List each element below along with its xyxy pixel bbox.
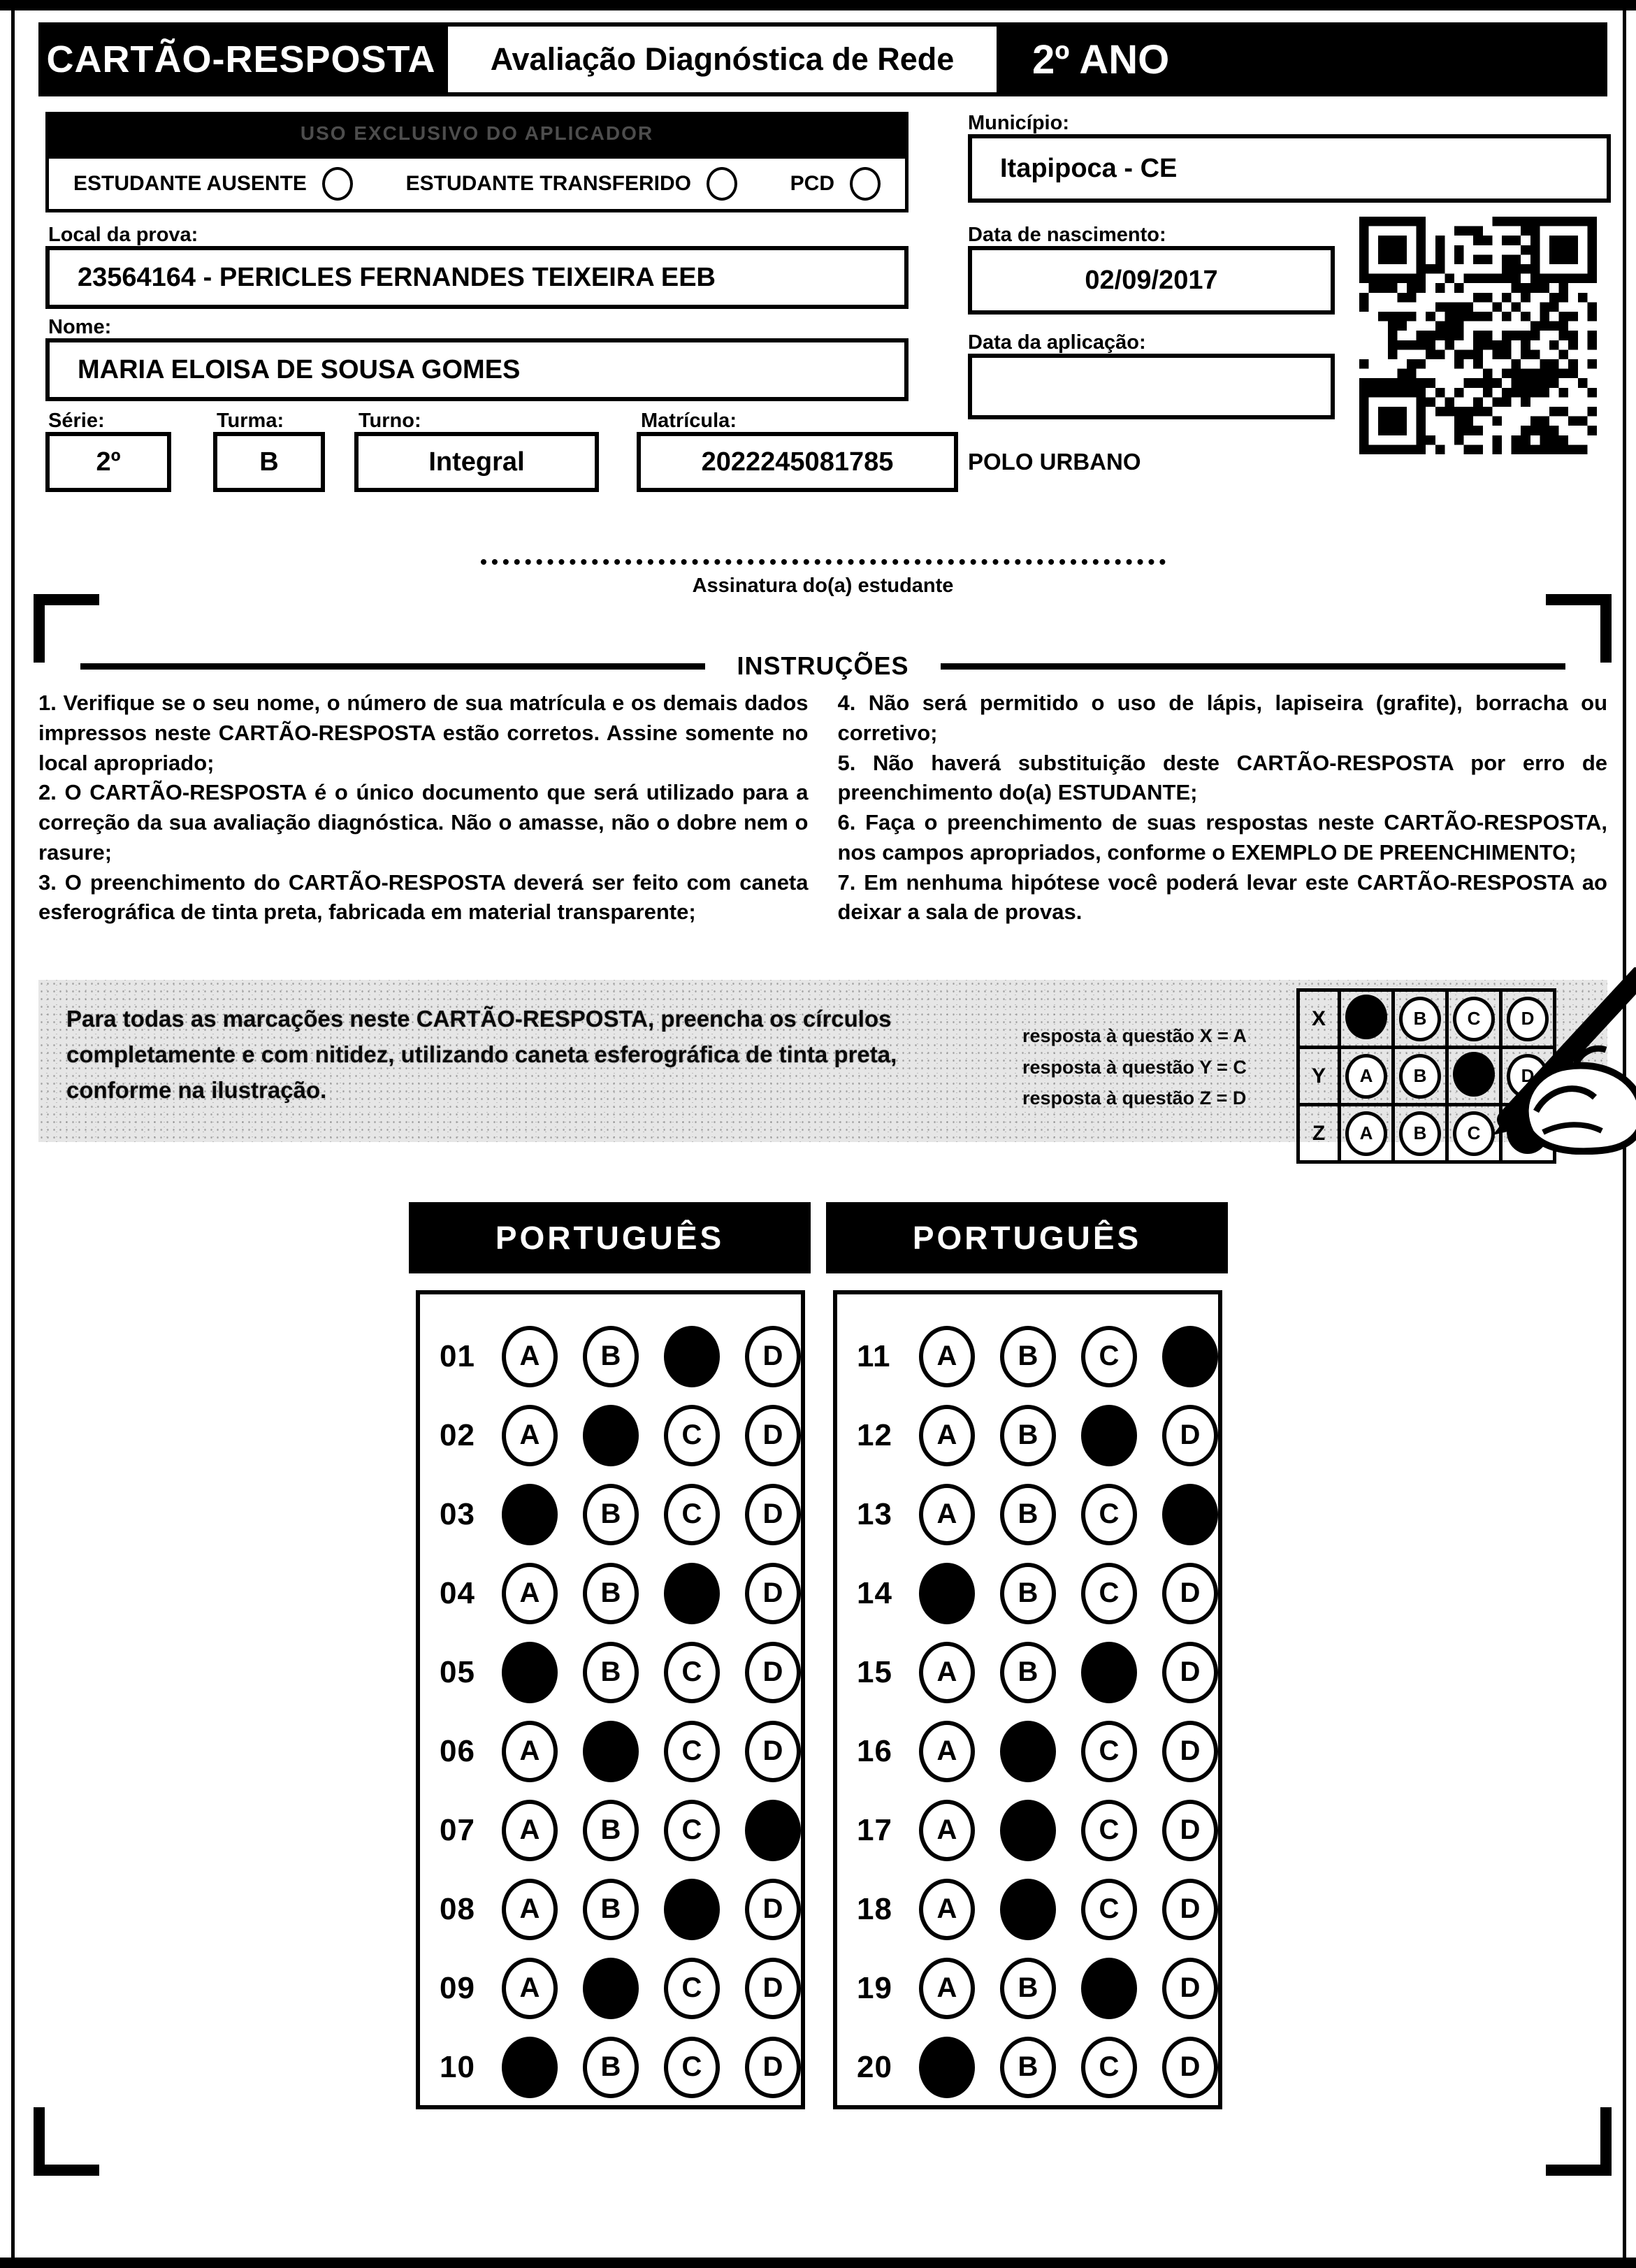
instruction-item: 6. Faça o preenchimento de suas respostas neste CARTÃO-RESPOSTA, nos campos apropriados, conforme o EXEMPLO DE PREENCHIMENTO; bbox=[837, 810, 1607, 865]
instructions-column-left bbox=[38, 688, 809, 927]
answer-bubble-filled bbox=[583, 1405, 639, 1466]
subject-block bbox=[826, 1202, 1228, 2109]
instruction-item: 2. O CARTÃO-RESPOSTA é o único documento que será utilizado para a correção da sua avaliação diagnóstica. Não o amasse, não o dobre nem o rasure; bbox=[38, 780, 809, 865]
instruction-item: 5. Não haverá substituição deste CARTÃO-RESPOSTA por erro de preenchimento do(a) ESTUDANTE; bbox=[837, 750, 1607, 805]
question-number: 13 bbox=[857, 1496, 892, 1531]
question-row bbox=[837, 1949, 1218, 2028]
turno-value: Integral bbox=[428, 447, 525, 477]
page-edge-left bbox=[11, 10, 15, 2258]
answer-bubble-filled bbox=[745, 1800, 801, 1861]
assessment-title: Avaliação Diagnóstica de Rede bbox=[444, 22, 1001, 96]
answer-bubble: B bbox=[583, 1642, 639, 1703]
question-row bbox=[420, 1475, 801, 1554]
question-row bbox=[837, 1791, 1218, 1870]
qr-code bbox=[1359, 217, 1597, 454]
answer-bubble: B bbox=[1000, 1958, 1056, 2019]
fill-example-band bbox=[38, 980, 1607, 1145]
status-option bbox=[73, 167, 353, 201]
question-number: 03 bbox=[440, 1496, 475, 1531]
answer-bubble: A bbox=[502, 1958, 558, 2019]
answer-bubble: B bbox=[1000, 1484, 1056, 1545]
question-row bbox=[420, 1396, 801, 1475]
answer-bubble: A bbox=[502, 1326, 558, 1387]
example-row-label: Y bbox=[1298, 1048, 1340, 1105]
example-cell bbox=[1340, 990, 1394, 1048]
answer-bubble: A bbox=[919, 1879, 975, 1940]
example-bubble: D bbox=[1507, 997, 1549, 1041]
instructions-column-right bbox=[838, 688, 1608, 927]
question-number: 11 bbox=[857, 1338, 891, 1373]
signature-area bbox=[38, 559, 1607, 598]
matricula-value: 2022245081785 bbox=[701, 447, 894, 477]
page-edge-top bbox=[0, 0, 1636, 10]
answer-bubble: B bbox=[1000, 1405, 1056, 1466]
question-row bbox=[837, 1712, 1218, 1791]
question-number: 12 bbox=[857, 1417, 892, 1452]
answer-bubble: B bbox=[583, 1563, 639, 1624]
example-cell bbox=[1340, 1105, 1394, 1162]
example-legend-line: resposta à questão X = A bbox=[1022, 1025, 1247, 1046]
answer-bubble-filled bbox=[583, 1958, 639, 2019]
answer-bubble: A bbox=[502, 1405, 558, 1466]
question-row bbox=[837, 1317, 1218, 1396]
matricula-field bbox=[637, 432, 958, 492]
answer-bubble: D bbox=[745, 1642, 801, 1703]
instructions-body bbox=[38, 688, 1607, 927]
matricula-label: Matrícula: bbox=[641, 410, 737, 432]
example-cell bbox=[1340, 1048, 1394, 1105]
hand-pen-illustration bbox=[1426, 967, 1636, 1155]
answer-bubble: B bbox=[1000, 1326, 1056, 1387]
instructions-header bbox=[38, 651, 1607, 681]
header bbox=[38, 22, 1607, 96]
serie-value: 2º bbox=[96, 447, 121, 477]
answer-bubble-filled bbox=[664, 1879, 720, 1940]
nome-label: Nome: bbox=[48, 316, 112, 338]
answer-bubble-filled bbox=[502, 1642, 558, 1703]
answer-bubble: C bbox=[1081, 1563, 1137, 1624]
question-number: 05 bbox=[440, 1654, 475, 1689]
answer-bubble: D bbox=[745, 1879, 801, 1940]
question-row bbox=[837, 1554, 1218, 1633]
answer-bubble-filled bbox=[919, 2037, 975, 2098]
subject-block bbox=[409, 1202, 811, 2109]
municipio-value: Itapipoca - CE bbox=[1000, 153, 1178, 183]
subject-title: PORTUGUÊS bbox=[409, 1202, 811, 1273]
answer-bubble: D bbox=[1162, 1405, 1218, 1466]
question-row bbox=[420, 2028, 801, 2107]
question-row bbox=[420, 1554, 801, 1633]
answer-bubble: D bbox=[745, 1484, 801, 1545]
example-bubble: D bbox=[1507, 1054, 1549, 1099]
example-row-label: X bbox=[1298, 990, 1340, 1048]
answer-bubble: D bbox=[745, 1958, 801, 2019]
question-row bbox=[420, 1791, 801, 1870]
example-bubble: B bbox=[1399, 1111, 1441, 1156]
example-legend-line: resposta à questão Z = D bbox=[1022, 1088, 1247, 1109]
answer-box bbox=[416, 1290, 805, 2109]
question-row bbox=[420, 1949, 801, 2028]
rule-right bbox=[941, 663, 1565, 670]
turma-value: B bbox=[259, 447, 279, 477]
example-bubble: C bbox=[1453, 1111, 1495, 1156]
question-number: 17 bbox=[857, 1812, 892, 1847]
question-number: 20 bbox=[857, 2049, 892, 2084]
question-row bbox=[837, 1633, 1218, 1712]
answer-bubble: A bbox=[502, 1721, 558, 1782]
answer-bubble: D bbox=[1162, 1800, 1218, 1861]
answer-bubble: C bbox=[664, 1721, 720, 1782]
answer-bubble-filled bbox=[1162, 1326, 1218, 1387]
question-number: 09 bbox=[440, 1970, 475, 2005]
status-option-circle bbox=[707, 167, 737, 201]
answer-bubble-filled bbox=[1000, 1721, 1056, 1782]
turno-label: Turno: bbox=[359, 410, 421, 432]
municipio-label: Município: bbox=[968, 112, 1069, 134]
answer-bubble: B bbox=[583, 1800, 639, 1861]
question-number: 16 bbox=[857, 1733, 892, 1768]
nome-value: MARIA ELOISA DE SOUSA GOMES bbox=[78, 354, 521, 384]
answer-bubble-filled bbox=[919, 1563, 975, 1624]
question-number: 19 bbox=[857, 1970, 892, 2005]
status-option-circle bbox=[850, 167, 881, 201]
answer-bubble: D bbox=[1162, 1879, 1218, 1940]
answer-bubble: C bbox=[664, 1405, 720, 1466]
answer-bubble: B bbox=[583, 1484, 639, 1545]
question-row bbox=[420, 1317, 801, 1396]
card-title: CARTÃO-RESPOSTA bbox=[38, 22, 444, 96]
serie-field bbox=[45, 432, 171, 492]
answer-bubble: D bbox=[1162, 1721, 1218, 1782]
answer-bubble: C bbox=[664, 1958, 720, 2019]
answer-bubble: B bbox=[1000, 1642, 1056, 1703]
answer-bubble: A bbox=[919, 1721, 975, 1782]
answer-bubble: D bbox=[1162, 1642, 1218, 1703]
nome-field bbox=[45, 338, 909, 401]
question-number: 08 bbox=[440, 1891, 475, 1926]
answer-bubble: A bbox=[919, 1405, 975, 1466]
answer-grids bbox=[38, 1202, 1607, 2118]
applicator-bar: USO EXCLUSIVO DO APLICADOR bbox=[45, 112, 909, 155]
answer-bubble-filled bbox=[664, 1563, 720, 1624]
answer-bubble: C bbox=[664, 1484, 720, 1545]
answer-bubble: B bbox=[583, 2037, 639, 2098]
answer-bubble: D bbox=[1162, 2037, 1218, 2098]
answer-bubble-filled bbox=[1081, 1958, 1137, 2019]
answer-bubble: C bbox=[664, 2037, 720, 2098]
answer-bubble: A bbox=[502, 1800, 558, 1861]
answer-bubble: A bbox=[919, 1326, 975, 1387]
answer-bubble-filled bbox=[502, 2037, 558, 2098]
answer-bubble-filled bbox=[1000, 1879, 1056, 1940]
answer-bubble-filled bbox=[502, 1484, 558, 1545]
question-number: 10 bbox=[440, 2049, 475, 2084]
aplicacao-field-empty bbox=[968, 354, 1335, 419]
turma-field bbox=[213, 432, 325, 492]
instruction-item: 1. Verifique se o seu nome, o número de sua matrícula e os demais dados impressos neste CARTÃO-RESPOSTA estão corretos. Assine somente no local apropriado; bbox=[38, 691, 809, 775]
question-number: 02 bbox=[440, 1417, 475, 1452]
answer-bubble-filled bbox=[1081, 1642, 1137, 1703]
status-option-label: ESTUDANTE TRANSFERIDO bbox=[405, 172, 691, 195]
answer-bubble: B bbox=[583, 1879, 639, 1940]
status-option bbox=[790, 167, 881, 201]
question-number: 06 bbox=[440, 1733, 475, 1768]
example-legend-line: resposta à questão Y = C bbox=[1022, 1056, 1247, 1078]
answer-bubble: A bbox=[502, 1879, 558, 1940]
instructions-title: INSTRUÇÕES bbox=[737, 651, 909, 680]
local-value: 23564164 - PERICLES FERNANDES TEIXEIRA EEB bbox=[78, 262, 716, 292]
nascimento-label: Data de nascimento: bbox=[968, 224, 1166, 246]
aplicacao-label: Data da aplicação: bbox=[968, 331, 1146, 354]
answer-bubble: B bbox=[583, 1326, 639, 1387]
answer-bubble: D bbox=[1162, 1958, 1218, 2019]
municipio-field bbox=[968, 134, 1611, 203]
status-option-label: PCD bbox=[790, 172, 834, 195]
question-number: 18 bbox=[857, 1891, 892, 1926]
student-data-section bbox=[38, 105, 1607, 524]
answer-bubble: C bbox=[664, 1642, 720, 1703]
answer-bubble-filled bbox=[1000, 1800, 1056, 1861]
example-row-label: Z bbox=[1298, 1105, 1340, 1162]
question-row bbox=[420, 1633, 801, 1712]
question-row bbox=[837, 1870, 1218, 1949]
subject-title: PORTUGUÊS bbox=[826, 1202, 1228, 1273]
rule-left bbox=[80, 663, 705, 670]
answer-bubble: D bbox=[745, 1563, 801, 1624]
serie-label: Série: bbox=[48, 410, 105, 432]
question-row bbox=[837, 2028, 1218, 2107]
answer-bubble: C bbox=[1081, 1326, 1137, 1387]
status-option-label: ESTUDANTE AUSENTE bbox=[73, 172, 307, 195]
local-field bbox=[45, 246, 909, 309]
question-row bbox=[420, 1870, 801, 1949]
question-number: 04 bbox=[440, 1575, 475, 1610]
answer-bubble: D bbox=[745, 1721, 801, 1782]
answer-bubble-filled bbox=[664, 1326, 720, 1387]
instruction-item: 7. Em nenhuma hipótese você poderá levar este CARTÃO-RESPOSTA ao deixar a sala de provas. bbox=[837, 869, 1607, 925]
answer-bubble: A bbox=[919, 1642, 975, 1703]
answer-bubble: D bbox=[745, 1405, 801, 1466]
example-bubble: C bbox=[1453, 997, 1495, 1041]
example-bubble-filled bbox=[1345, 995, 1387, 1039]
answer-bubble: A bbox=[919, 1958, 975, 2019]
instruction-item: 3. O preenchimento do CARTÃO-RESPOSTA deverá ser feito com caneta esferográfica de tinta preta, fabricada em material transparente; bbox=[38, 869, 809, 925]
example-bubble: B bbox=[1399, 1054, 1441, 1099]
answer-bubble: C bbox=[664, 1800, 720, 1861]
question-number: 14 bbox=[857, 1575, 892, 1610]
page-edge-bottom bbox=[0, 2258, 1636, 2268]
question-number: 07 bbox=[440, 1812, 475, 1847]
polo-label: POLO URBANO bbox=[968, 449, 1141, 475]
answer-bubble-filled bbox=[1081, 1405, 1137, 1466]
answer-bubble: D bbox=[1162, 1563, 1218, 1624]
answer-bubble: A bbox=[502, 1563, 558, 1624]
answer-bubble: A bbox=[919, 1484, 975, 1545]
nascimento-field bbox=[968, 246, 1335, 315]
applicator-options bbox=[45, 155, 909, 212]
answer-bubble: C bbox=[1081, 1879, 1137, 1940]
answer-bubble-filled bbox=[583, 1721, 639, 1782]
answer-bubble-filled bbox=[1162, 1484, 1218, 1545]
turno-field bbox=[354, 432, 599, 492]
grade-title: 2º ANO bbox=[1001, 22, 1607, 96]
answer-bubble: C bbox=[1081, 1484, 1137, 1545]
answer-bubble: C bbox=[1081, 1800, 1137, 1861]
example-bubble: A bbox=[1345, 1111, 1387, 1156]
answer-bubble: C bbox=[1081, 2037, 1137, 2098]
local-label: Local da prova: bbox=[48, 224, 198, 246]
question-number: 15 bbox=[857, 1654, 892, 1689]
answer-bubble: B bbox=[1000, 1563, 1056, 1624]
question-row bbox=[837, 1396, 1218, 1475]
answer-bubble: A bbox=[919, 1800, 975, 1861]
status-option bbox=[406, 167, 737, 201]
signature-label: Assinatura do(a) estudante bbox=[692, 575, 954, 597]
question-number: 01 bbox=[440, 1338, 475, 1373]
fill-instructions-note: Para todas as marcações neste CARTÃO-RESPOSTA, preencha os círculos completamente e com nitidez, utilizando caneta esferográfica de tinta preta, conforme na ilustração. bbox=[66, 1006, 897, 1104]
question-row bbox=[837, 1475, 1218, 1554]
status-option-circle bbox=[322, 167, 353, 201]
answer-box bbox=[833, 1290, 1222, 2109]
signature-line bbox=[481, 559, 1166, 565]
question-row bbox=[420, 1712, 801, 1791]
turma-label: Turma: bbox=[217, 410, 284, 432]
example-bubble: B bbox=[1399, 997, 1441, 1041]
nascimento-value: 02/09/2017 bbox=[1085, 265, 1218, 295]
example-bubble: A bbox=[1345, 1054, 1387, 1099]
answer-bubble: B bbox=[1000, 2037, 1056, 2098]
answer-bubble: D bbox=[745, 1326, 801, 1387]
example-legend bbox=[1022, 1020, 1247, 1114]
instruction-item: 4. Não será permitido o uso de lápis, lapiseira (grafite), borracha ou corretivo; bbox=[837, 691, 1607, 745]
answer-bubble: D bbox=[745, 2037, 801, 2098]
answer-bubble: C bbox=[1081, 1721, 1137, 1782]
